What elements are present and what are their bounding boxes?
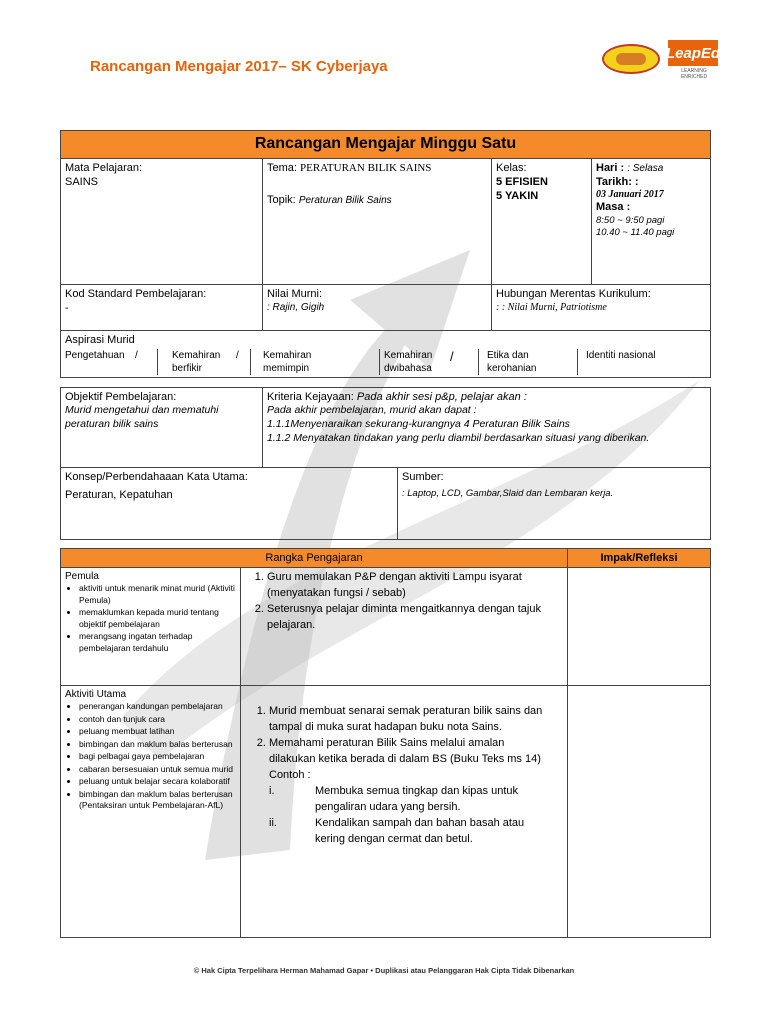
plan-heading: Rancangan Mengajar Minggu Satu — [61, 131, 711, 159]
pemula-steps — [245, 570, 563, 634]
kod-label: Kod Standard Pembelajaran: — [65, 287, 207, 300]
utama-cell — [61, 686, 241, 938]
subject-value: SAINS — [65, 176, 99, 189]
rangka-heading: Rangka Pengajaran — [61, 549, 568, 568]
aspirasi-label: Aspirasi Murid — [65, 333, 135, 346]
impak-heading: Impak/Refleksi — [568, 549, 711, 568]
pemula-impak-cell — [568, 568, 711, 686]
kriteria-label: Kriteria Kejayaan: — [267, 391, 354, 403]
list-item: • memaklumkan kepada murid tentang objektif pembelajaran — [79, 607, 236, 630]
kriteria-line-3: 1.1.2 Menyatakan tindakan yang perlu diambil berdasarkan situasi yang diberikan. — [267, 431, 650, 444]
class-value-1: 5 EFISIEN — [496, 176, 548, 189]
sumber-cell — [398, 468, 711, 540]
hubungan-value: : : Nilai Murni, Patriotisme — [496, 302, 607, 314]
contoh-label: Contoh : — [269, 769, 311, 782]
konsep-cell — [61, 468, 398, 540]
utama-impak-cell — [568, 686, 711, 938]
list-item: • bimbingan dan maklum balas berterusan (Pentaksiran untuk Pembelajaran-AfL) — [79, 789, 236, 812]
class-label: Kelas: — [496, 161, 527, 174]
kod-value: - — [65, 302, 69, 315]
aspirasi-item: Kemahiran berfikir — [172, 350, 221, 375]
topic-value: Peraturan Bilik Sains — [298, 195, 392, 207]
subject-cell — [61, 158, 263, 284]
sumber-value: : Laptop, LCD, Gambar,Slaid dan Lembaran kerja. — [402, 488, 614, 500]
theme-value: PERATURAN BILIK SAINS — [300, 161, 432, 174]
subject-label: Mata Pelajaran: — [65, 161, 143, 174]
list-item: 2. Memahami peraturan Bilik Sains melalui amalan dilakukan ketika berada di dalam BS (Buku Teks ms 14) — [269, 736, 547, 768]
utama-steps — [247, 704, 547, 768]
aspirasi-mark: / — [135, 350, 138, 362]
list-item: 1. Guru memulakan P&P dengan aktiviti Lampu isyarat (menyatakan fungsi / sebab) — [267, 570, 563, 602]
aspirasi-mark: / — [450, 349, 454, 365]
hubungan-label: Hubungan Merentas Kurikulum: — [496, 287, 651, 300]
objektif-cell — [61, 388, 263, 468]
list-item: • bimbingan dan maklum balas berterusan — [79, 739, 236, 750]
copyright-footer: © Hak Cipta Terpelihara Herman Mahamad Gapar • Duplikasi atau Pelanggaran Hak Cipta Tidak Dibenarkan — [193, 966, 575, 975]
date-label: Tarikh: : — [596, 176, 639, 189]
nilai-value: : Rajin, Gigih — [267, 302, 325, 314]
school-logo — [602, 44, 660, 74]
hubungan-cell — [492, 284, 711, 330]
utama-list — [65, 701, 236, 811]
page-header-title: Rancangan Mengajar 2017– SK Cyberjaya — [90, 58, 388, 75]
kriteria-cell — [263, 388, 711, 468]
aspirasi-item: Identiti nasional — [586, 350, 656, 362]
objektif-label: Objektif Pembelajaran: — [65, 391, 177, 403]
list-item: • cabaran bersesuaian untuk semua murid — [79, 764, 236, 775]
sumber-label: Sumber: — [402, 471, 444, 483]
day-cell — [592, 158, 711, 284]
contoh-item — [247, 816, 547, 848]
pemula-label: Pemula — [65, 571, 99, 583]
list-item: • bagi pelbagai gaya pembelajaran — [79, 751, 236, 762]
contoh-num: i. — [269, 784, 275, 797]
contoh-text: Kendalikan sampah dan bahan basah atau kering dengan cermat dan betul. — [315, 816, 525, 845]
kod-cell — [61, 284, 263, 330]
list-item: 1. Murid membuat senarai semak peraturan bilik sains dan tampal di muka surat hadapan buku nota Sains. — [269, 704, 547, 736]
leaped-logo — [665, 34, 721, 80]
date-value: 03 Januari 2017 — [596, 189, 664, 201]
contoh-num: ii. — [269, 816, 277, 829]
nilai-label: Nilai Murni: — [267, 287, 323, 300]
list-item: • peluang membuat latihan — [79, 726, 236, 737]
objektif-value: Murid mengetahui dan mematuhi peraturan bilik sains — [65, 404, 219, 430]
list-item: 2. Seterusnya pelajar diminta mengaitkannya dengan tajuk pelajaran. — [267, 602, 563, 634]
leaped-logo-subtitle: LEARNING ENRICHED — [680, 68, 708, 80]
class-value-2: 5 YAKIN — [496, 190, 539, 203]
aspirasi-mark: / — [236, 350, 239, 362]
day-value: : Selasa — [627, 162, 664, 174]
rangka-table — [60, 548, 711, 938]
pemula-list — [65, 583, 236, 654]
konsep-label: Konsep/Perbendahaaan Kata Utama: — [65, 471, 248, 483]
pemula-steps-cell — [241, 568, 568, 686]
list-item: • aktiviti untuk menarik minat murid (Aktiviti Pemula) — [79, 583, 236, 606]
contoh-text: Membuka semua tingkap dan kipas untuk pengaliran udara yang bersih. — [315, 784, 519, 813]
kriteria-line-2: 1.1.1Menyenaraikan sekurang-kurangnya 4 Peraturan Bilik Sains — [267, 417, 570, 430]
kriteria-line-1: Pada akhir pembelajaran, murid akan dapat : — [267, 404, 477, 417]
konsep-value: Peraturan, Kepatuhan — [65, 489, 173, 502]
plan-table — [60, 130, 711, 378]
kriteria-label-italic: Pada akhir sesi p&p, pelajar akan : — [356, 391, 527, 403]
list-item: • penerangan kandungan pembelajaran — [79, 701, 236, 712]
time-value-1: 8:50 ~ 9:50 pagi — [596, 214, 665, 226]
aspirasi-item: Kemahiran dwibahasa — [384, 350, 433, 375]
aspirasi-item: Etika dan kerohanian — [487, 350, 537, 375]
aspirasi-cell — [61, 330, 711, 377]
topic-label: Topik: — [267, 194, 296, 207]
pemula-cell — [61, 568, 241, 686]
theme-cell — [263, 158, 492, 284]
list-item: • contoh dan tunjuk cara — [79, 714, 236, 725]
leaped-logo-text: LeapEd — [668, 40, 718, 66]
nilai-cell — [263, 284, 492, 330]
aspirasi-item: Pengetahuan — [65, 350, 125, 362]
time-label: Masa : — [596, 201, 631, 214]
class-cell — [492, 158, 592, 284]
list-item: • merangsang ingatan terhadap pembelajaran terdahulu — [79, 631, 236, 654]
contoh-item — [247, 784, 547, 816]
aspirasi-item: Kemahiran memimpin — [263, 350, 312, 375]
utama-label: Aktiviti Utama — [65, 689, 127, 701]
utama-steps-cell — [241, 686, 568, 938]
theme-label: Tema: — [267, 161, 297, 174]
time-value-2: 10.40 ~ 11.40 pagi — [596, 227, 675, 239]
objective-table — [60, 387, 711, 540]
list-item: • peluang untuk belajar secara kolaboratif — [79, 776, 236, 787]
day-label: Hari : — [596, 161, 625, 174]
aspirasi-row — [61, 349, 710, 377]
